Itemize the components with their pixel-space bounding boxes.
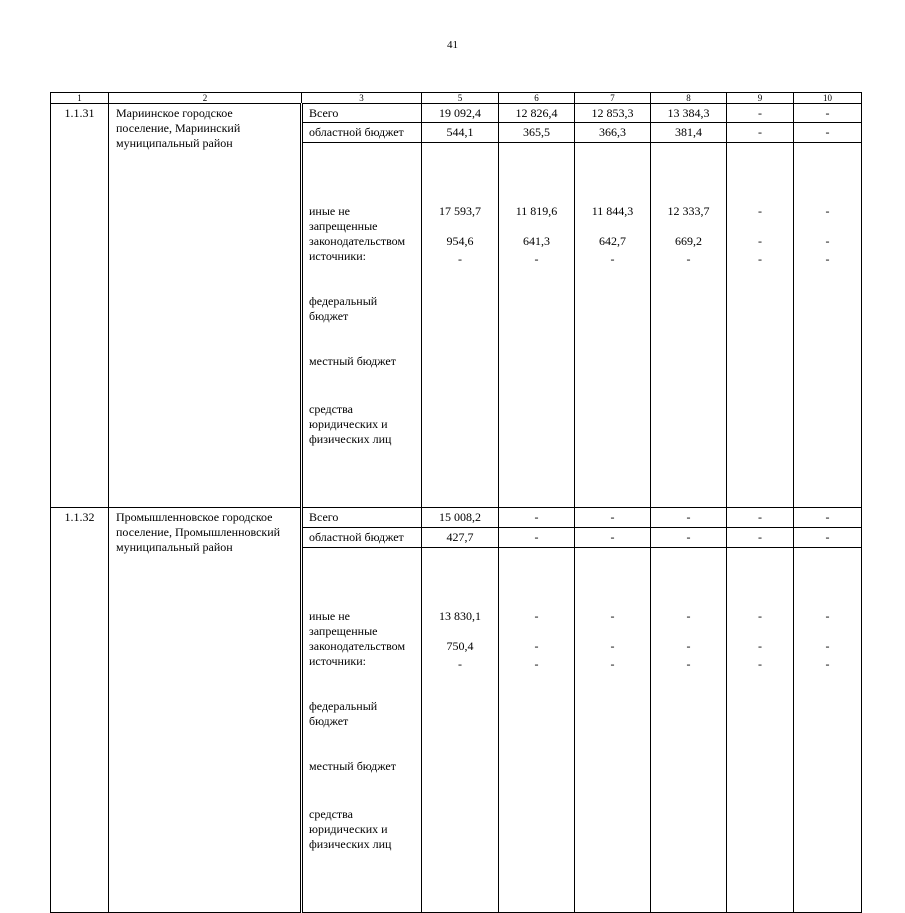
regional-col10-value: - xyxy=(794,528,862,548)
total-col6-value: 12 826,4 xyxy=(499,104,575,123)
row-label-total: Всего xyxy=(302,508,422,528)
other-col6-cell xyxy=(499,143,575,508)
legal-col7-value: - xyxy=(610,657,615,671)
header-row xyxy=(51,93,862,104)
other-col6-cell xyxy=(499,548,575,913)
legal-col9-value: - xyxy=(758,252,762,266)
federal-col8-value: - xyxy=(686,609,691,623)
regional-col6-value: - xyxy=(499,528,575,548)
total-col7-value: - xyxy=(575,508,651,528)
total-col5-value: 19 092,4 xyxy=(422,104,499,123)
total-col10-value: - xyxy=(794,508,862,528)
regional-col5-value: 427,7 xyxy=(422,528,499,548)
header-col-9: 9 xyxy=(727,93,794,104)
total-col8-value: - xyxy=(651,508,727,528)
page-number: 41 xyxy=(447,39,458,51)
row-label-local: местный бюджет xyxy=(309,759,396,773)
total-col9-value: - xyxy=(727,104,794,123)
regional-col8-value: - xyxy=(651,528,727,548)
legal-col10-value: - xyxy=(825,252,830,266)
row-label-total: Всего xyxy=(302,104,422,123)
legal-col7-value: - xyxy=(610,252,615,266)
regional-col10-value: - xyxy=(794,123,862,143)
municipality-name: Промышленновское городское поселение, Промышленновский муниципальный район xyxy=(109,508,302,913)
local-col7-value: 642,7 xyxy=(599,234,626,248)
local-col7-value: - xyxy=(610,639,615,653)
total-col7-value: 12 853,3 xyxy=(575,104,651,123)
legal-col8-value: - xyxy=(686,657,691,671)
total-col5-value: 15 008,2 xyxy=(422,508,499,528)
row-label-other: иные не запрещенные законодательством источники: xyxy=(309,204,406,263)
legal-col5-value: - xyxy=(458,252,462,266)
row-label-federal: федеральный бюджет xyxy=(309,699,378,728)
row-label-legal: средства юридических и физических лиц xyxy=(309,402,392,446)
federal-col7-value: - xyxy=(610,609,615,623)
other-col10-cell xyxy=(794,548,862,913)
local-col9-value: - xyxy=(758,234,762,248)
federal-col10-value: - xyxy=(825,204,830,218)
legal-col9-value: - xyxy=(758,657,762,671)
local-col5-value: 954,6 xyxy=(446,234,474,248)
federal-col6-value: 11 819,6 xyxy=(515,204,558,218)
federal-col9-value: - xyxy=(758,204,762,218)
other-col5-cell xyxy=(422,143,499,508)
local-col10-value: - xyxy=(825,234,830,248)
header-col-10: 10 xyxy=(794,93,862,104)
local-col9-value: - xyxy=(758,639,762,653)
regional-col7-value: - xyxy=(575,528,651,548)
legal-col10-value: - xyxy=(825,657,830,671)
legal-col8-value: - xyxy=(686,252,691,266)
regional-col9-value: - xyxy=(727,123,794,143)
total-col9-value: - xyxy=(727,508,794,528)
section-code: 1.1.31 xyxy=(51,104,109,508)
regional-col7-value: 366,3 xyxy=(575,123,651,143)
budget-table xyxy=(50,92,862,913)
legal-col5-value: - xyxy=(458,657,462,671)
regional-col9-value: - xyxy=(727,528,794,548)
local-col6-value: - xyxy=(534,639,539,653)
other-sources-labels xyxy=(302,548,422,913)
other-col10-cell xyxy=(794,143,862,508)
section-1-total-row xyxy=(51,104,862,123)
header-col-2: 2 xyxy=(109,93,302,104)
header-col-5: 5 xyxy=(422,93,499,104)
regional-col6-value: 365,5 xyxy=(499,123,575,143)
row-label-local: местный бюджет xyxy=(309,354,396,368)
regional-col5-value: 544,1 xyxy=(422,123,499,143)
federal-col7-value: 11 844,3 xyxy=(591,204,634,218)
federal-col9-value: - xyxy=(758,609,762,623)
row-label-regional: областной бюджет xyxy=(302,528,422,548)
row-label-other: иные не запрещенные законодательством источники: xyxy=(309,609,406,668)
federal-col5-value: 17 593,7 xyxy=(439,204,481,218)
federal-col8-value: 12 333,7 xyxy=(667,204,710,218)
local-col8-value: 669,2 xyxy=(675,234,702,248)
section-code: 1.1.32 xyxy=(51,508,109,913)
municipality-name: Мариинское городское поселение, Мариинский муниципальный район xyxy=(109,104,302,508)
legal-col6-value: - xyxy=(534,657,539,671)
other-col7-cell xyxy=(575,548,651,913)
row-label-federal: федеральный бюджет xyxy=(309,294,378,323)
header-col-1: 1 xyxy=(51,93,109,104)
total-col6-value: - xyxy=(499,508,575,528)
row-label-legal: средства юридических и физических лиц xyxy=(309,807,392,851)
federal-col10-value: - xyxy=(825,609,830,623)
header-col-3: 3 xyxy=(302,93,422,104)
federal-col6-value: - xyxy=(534,609,539,623)
other-sources-labels xyxy=(302,143,422,508)
total-col8-value: 13 384,3 xyxy=(651,104,727,123)
total-col10-value: - xyxy=(794,104,862,123)
other-col8-cell xyxy=(651,548,727,913)
local-col5-value: 750,4 xyxy=(446,639,474,653)
federal-col5-value: 13 830,1 xyxy=(439,609,481,623)
row-label-regional: областной бюджет xyxy=(302,123,422,143)
regional-col8-value: 381,4 xyxy=(651,123,727,143)
other-col5-cell xyxy=(422,548,499,913)
header-col-6: 6 xyxy=(499,93,575,104)
other-col7-cell xyxy=(575,143,651,508)
local-col8-value: - xyxy=(686,639,691,653)
header-col-7: 7 xyxy=(575,93,651,104)
other-col9-cell xyxy=(727,548,794,913)
header-col-8: 8 xyxy=(651,93,727,104)
legal-col6-value: - xyxy=(534,252,539,266)
local-col6-value: 641,3 xyxy=(523,234,550,248)
other-col9-cell xyxy=(727,143,794,508)
section-2-total-row xyxy=(51,508,862,528)
other-col8-cell xyxy=(651,143,727,508)
local-col10-value: - xyxy=(825,639,830,653)
